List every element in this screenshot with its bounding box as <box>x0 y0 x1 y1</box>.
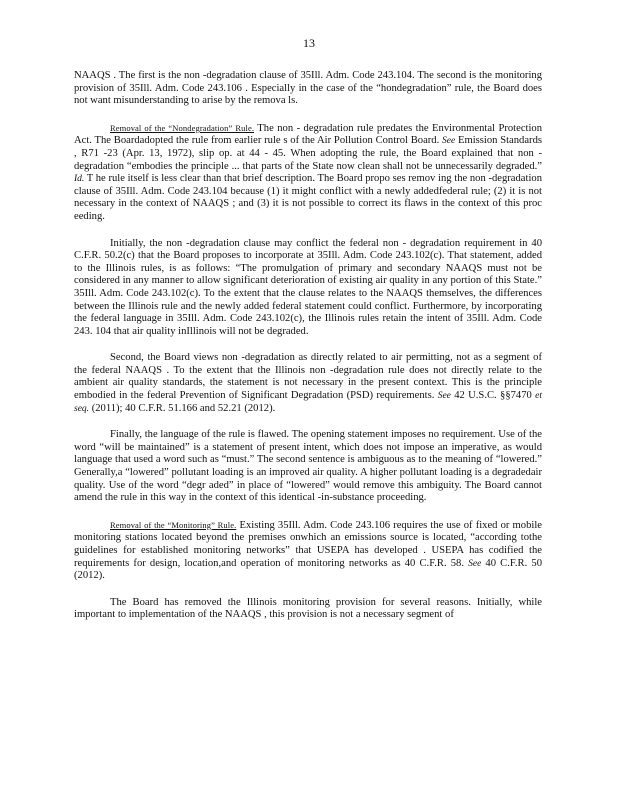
paragraph-monitoring <box>74 519 542 583</box>
text-segment: (2011); 40 C.F.R. 51.166 and 52.21 (2012). <box>89 402 276 414</box>
citation-signal: See <box>437 391 451 402</box>
paragraph-nondegradation <box>74 122 542 224</box>
text-segment: T he rule itself is less clear than that brief description. The Board propo ses remov ing the non -degradation clause of 35Ill. Adm. Code 243.104 because (1) it might conflict with a newly addedfederal rule; (2) it is not necessary in the context of NAAQS ; and (3) it is not possible to correct its flaws in the context of this proc eeding. <box>74 173 542 222</box>
citation-signal: See <box>468 558 482 569</box>
paragraph-initially: Initially, the non -degradation clause may conflict the federal non - degradation requirement in 40 C.F.R. 50.2(c) that the Board proposes to incorporate at 35Ill. Adm. Code 243.102(c). That statement, added to the Illinois rules, is as follows: “The promulgation of primary and secondary NAAQS must not be considered in any manner to allow significant deterioration of existing air quality in any portion of this State.” 35Ill. Adm. Code 243.102(c). To the extent that the clause relates to the NAAQS themselves, the differences between the Illinois rule and the newly added federal statement could conflict. Furthermore, by incorporating the federal language in 35Ill. Adm. Code 243.102(c), the Illinois rules retain the intent of 35Ill. Adm. Code 243. 104 that air quality inIllinois will not be degraded. <box>74 237 542 337</box>
text-segment: 42 U.S.C. §§7470 <box>450 390 536 402</box>
text-segment: Second, the Board views non -degradation as directly related to air permitting, not as a segment of the federal NAAQS . To the extent that the Illinois non -degradation rule does not directly relate to the ambient air quality standards, the statement is not necessary in the present context. This is the principle embodied in the federal Prevention of Significant Degradation (PSD) requirements. <box>74 352 542 402</box>
paragraph-second <box>74 352 542 415</box>
page-number: 13 <box>303 36 315 50</box>
paragraph-intro: NAAQS . The first is the non -degradation clause of 35Ill. Adm. Code 243.104. The second is the monitoring provision of 35Ill. Adm. Code 243.106 . Especially in the case of the “hondegradation” rule, the Board does not want misunderstanding to arise by the remova ls. <box>74 70 542 107</box>
paragraph-removed: The Board has removed the Illinois monitoring provision for several reasons. Initially, while important to implementation of the NAAQS , this provision is not a necessary segment of <box>74 596 542 621</box>
section-heading-monitoring: Removal of the “Monitoring” Rule. <box>110 519 237 530</box>
document-body <box>74 70 542 636</box>
text-segment: 40 C.F.R. 50 (2012). <box>74 557 542 582</box>
section-heading-nondegradation: Removal of the “Nondegradation” Rule. <box>110 122 255 133</box>
citation-signal: et seq. <box>74 391 542 414</box>
citation-signal: Id. <box>74 174 85 185</box>
text-segment: The non - degradation rule predates the Environmental Protection Act. The Boardadopted the rule from earlier rule s of the Air Pollution Control Board. <box>74 122 542 147</box>
citation-signal: See <box>442 136 456 147</box>
text-segment: Existing 35Ill. Adm. Code 243.106 requires the use of fixed or mobile monitoring stations located beyond the premises onwhich an emissions source is located, “according tothe guidelines for established monitoring networks” that USEPA has developed . USEPA has codified the requirements for design, location,and operation of monitoring networks as 40 C.F.R. 58. <box>74 519 542 569</box>
paragraph-finally: Finally, the language of the rule is flawed. The opening statement imposes no requirement. Use of the word “will be maintained” is a statement of present intent, which does not impose an imperative, as would language that used a word such as “must.” The second sentence is ambiguous as to the meaning of “lowered.” Generally,a “lowered” pollutant loading is an improved air quality. A higher pollutant loading is a degradedair quality. Use of the word “degr aded” in place of “lowered” would remove this ambiguity. The Board cannot amend the rule in this way in the context of this identical -in-substance proceeding. <box>74 429 542 504</box>
text-segment: Emission Standards , R71 -23 (Apr. 13, 1972), slip op. at 44 - 45. When adopting the rule, the Board explained that non -degradation “embodies the principle ... that parts of the State now clean shall not be unnecessarily degraded.” <box>74 135 542 172</box>
